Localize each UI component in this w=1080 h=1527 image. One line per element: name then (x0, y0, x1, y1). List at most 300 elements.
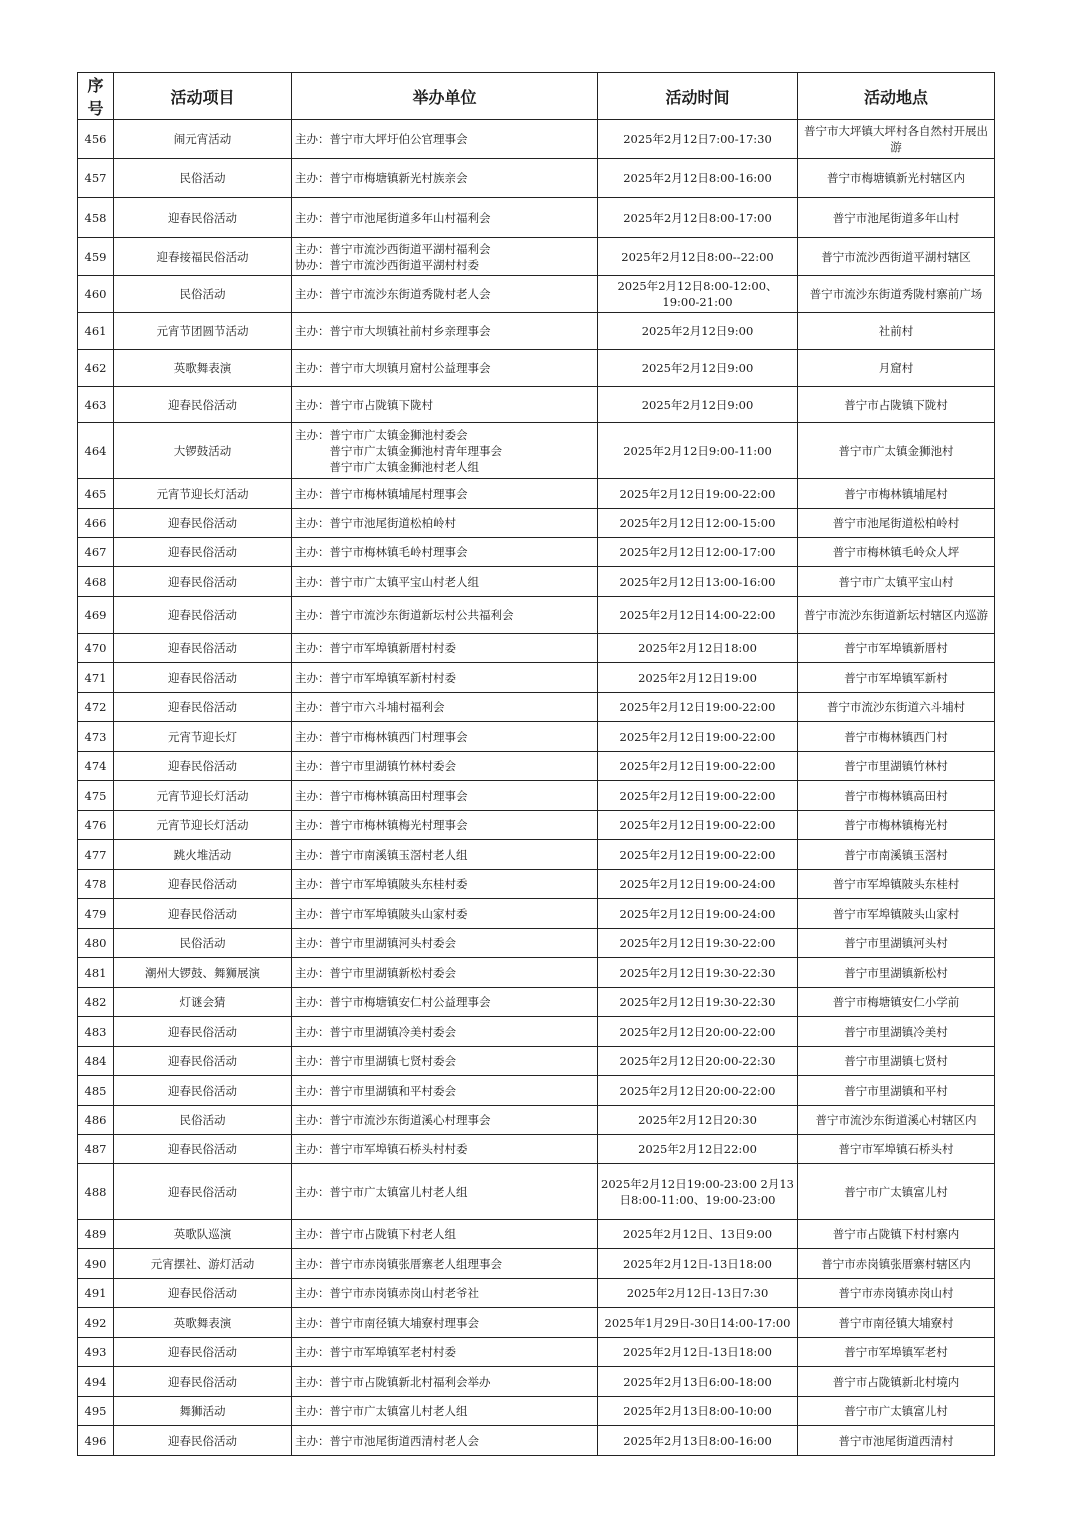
cell-no-text: 464 (84, 443, 107, 458)
cell-place-text: 普宁市池尾街道松柏岭村 (832, 516, 960, 530)
cell-no (78, 929, 114, 958)
cell-org (292, 387, 598, 423)
cell-no-text: 477 (84, 847, 107, 862)
cell-time (598, 663, 798, 693)
cell-item (114, 752, 292, 781)
cell-no (78, 1106, 114, 1135)
cell-time (598, 752, 798, 781)
cell-place (798, 1164, 995, 1220)
cell-place-text: 普宁市广太镇富儿村 (844, 1404, 948, 1418)
cell-item (114, 1426, 292, 1456)
cell-item-text: 迎春民俗活动 (168, 1083, 237, 1098)
org-line: 主办：普宁市军埠镇陂头山家村委 (295, 906, 468, 921)
cell-time-text: 2025年2月12日19:00-24:00 (619, 877, 776, 891)
cell-place-text: 普宁市占陇镇下村村寨内 (832, 1227, 960, 1241)
cell-time-text: 2025年2月12日19:00-22:00 (619, 818, 776, 832)
cell-time-text: 2025年2月12日-13日18:00 (623, 1345, 772, 1359)
cell-no (78, 811, 114, 840)
cell-no (78, 840, 114, 870)
cell-org (292, 899, 598, 929)
cell-place-text: 普宁市梅林镇高田村 (844, 788, 948, 803)
cell-org (292, 1397, 598, 1426)
table-row (78, 538, 995, 567)
cell-item (114, 1076, 292, 1106)
cell-time-text: 2025年2月12日19:00-22:00 (619, 847, 776, 862)
cell-time-text: 2025年2月12日19:00-22:00 (619, 700, 776, 714)
org-line: 主办：普宁市赤岗镇赤岗山村老爷社 (295, 1286, 479, 1300)
cell-time (598, 387, 798, 423)
cell-no (78, 509, 114, 538)
cell-time-text: 2025年2月12日19:00-22:00 (619, 788, 776, 803)
cell-place (798, 1047, 995, 1076)
table-row (78, 597, 995, 634)
cell-no (78, 1076, 114, 1106)
cell-place (798, 1279, 995, 1308)
cell-place-text: 普宁市里湖镇河头村 (844, 936, 948, 950)
table-row (78, 899, 995, 929)
cell-item-text: 迎春民俗活动 (168, 877, 237, 891)
cell-time (598, 1338, 798, 1367)
cell-no (78, 479, 114, 509)
cell-item-text: 迎春民俗活动 (168, 608, 237, 622)
cell-place-text: 普宁市梅林镇西门村 (844, 729, 948, 744)
cell-org (292, 1164, 598, 1220)
cell-item-text: 灯谜会猜 (179, 995, 226, 1009)
cell-time (598, 811, 798, 840)
cell-no-text: 496 (84, 1433, 107, 1448)
cell-org (292, 870, 598, 899)
cell-item-text: 元宵摆社、游灯活动 (150, 1256, 255, 1271)
cell-place-text: 普宁市广太镇富儿村 (844, 1184, 948, 1199)
cell-item-text: 英歌队巡演 (173, 1227, 232, 1241)
cell-time-text: 2025年1月29日-30日14:00-17:00 (604, 1315, 791, 1330)
table-row (78, 752, 995, 781)
cell-item-text: 英歌舞表演 (173, 361, 232, 375)
cell-org (292, 1106, 598, 1135)
table-row (78, 693, 995, 722)
cell-org (292, 198, 598, 238)
org-line: 主办：普宁市梅林镇高田村理事会 (295, 788, 468, 803)
cell-place-text: 普宁市池尾街道多年山村 (832, 210, 960, 225)
cell-place (798, 1338, 995, 1367)
cell-no (78, 1367, 114, 1397)
cell-org (292, 1135, 598, 1164)
cell-no-text: 488 (84, 1184, 107, 1199)
header-place: 活动地点 (798, 73, 995, 120)
cell-time (598, 840, 798, 870)
cell-place-text: 普宁市广太镇金狮池村 (838, 443, 954, 458)
cell-place (798, 1249, 995, 1279)
org-line: 主办：普宁市里湖镇冷美村委会 (295, 1024, 456, 1039)
cell-place (798, 988, 995, 1017)
cell-place (798, 899, 995, 929)
cell-time-text: 2025年2月12日13:00-16:00 (619, 574, 776, 589)
cell-place-text: 普宁市军埠镇石桥头村 (838, 1142, 954, 1156)
cell-place (798, 597, 995, 634)
org-line: 主办：普宁市流沙西街道平湖村福利会 (295, 241, 491, 256)
cell-no-text: 469 (84, 608, 107, 622)
org-line: 普宁市广太镇金狮池村老人组 (295, 459, 479, 474)
org-line: 主办：普宁市大坝镇月窟村公益理事会 (295, 361, 491, 375)
table-row (78, 198, 995, 238)
cell-item (114, 929, 292, 958)
cell-no (78, 634, 114, 663)
cell-item (114, 1106, 292, 1135)
cell-place-text: 普宁市梅塘镇安仁小学前 (832, 995, 960, 1009)
cell-place-text: 普宁市池尾街道西清村 (838, 1433, 954, 1448)
cell-item-text: 民俗活动 (179, 936, 226, 950)
cell-org (292, 1426, 598, 1456)
cell-item (114, 597, 292, 634)
cell-item (114, 120, 292, 159)
cell-time (598, 870, 798, 899)
cell-item (114, 1397, 292, 1426)
cell-place-text: 普宁市里湖镇冷美村 (844, 1024, 948, 1039)
cell-org (292, 597, 598, 634)
cell-org (292, 238, 598, 276)
cell-time (598, 238, 798, 276)
cell-org (292, 634, 598, 663)
cell-no-text: 490 (84, 1256, 107, 1271)
cell-no-text: 482 (84, 995, 107, 1009)
table-row (78, 1047, 995, 1076)
cell-place-text: 普宁市流沙东街道新坛村辖区内巡游 (804, 608, 988, 622)
org-line: 主办：普宁市里湖镇河头村委会 (295, 936, 456, 950)
cell-no (78, 1220, 114, 1249)
table-row (78, 1367, 995, 1397)
cell-time (598, 1076, 798, 1106)
cell-item (114, 1279, 292, 1308)
table-row (78, 567, 995, 597)
cell-item-text: 迎春接福民俗活动 (156, 249, 249, 264)
cell-item (114, 840, 292, 870)
cell-place-text: 普宁市赤岗镇张厝寨村辖区内 (821, 1256, 971, 1271)
org-line: 主办：普宁市梅塘镇新光村族亲会 (295, 171, 468, 185)
cell-place-text: 普宁市军埠镇陂头山家村 (832, 906, 960, 921)
cell-item-text: 迎春民俗活动 (168, 1374, 237, 1389)
cell-time (598, 198, 798, 238)
cell-item-text: 迎春民俗活动 (168, 1024, 237, 1039)
cell-no (78, 1135, 114, 1164)
cell-place-text: 社前村 (878, 324, 914, 338)
cell-time (598, 479, 798, 509)
cell-place (798, 159, 995, 198)
cell-no-text: 466 (84, 516, 107, 530)
cell-time-text: 2025年2月12日20:30 (638, 1113, 757, 1127)
cell-item (114, 509, 292, 538)
cell-time-text: 2025年2月12日8:00-17:00 (623, 210, 772, 225)
org-line: 主办：普宁市六斗埔村福利会 (295, 700, 445, 714)
cell-place-text: 普宁市南径镇大埔寮村 (838, 1315, 954, 1330)
cell-org (292, 1308, 598, 1338)
cell-place-text: 普宁市军埠镇新厝村 (844, 641, 948, 655)
cell-place-text: 普宁市南溪镇玉滘村 (844, 847, 948, 862)
org-line: 主办：普宁市占陇镇下陇村 (295, 397, 433, 412)
cell-time (598, 781, 798, 811)
cell-place (798, 567, 995, 597)
table-row (78, 1279, 995, 1308)
cell-item-text: 迎春民俗活动 (168, 1142, 237, 1156)
cell-time (598, 276, 798, 313)
cell-place-text: 普宁市里湖镇和平村 (844, 1083, 948, 1098)
cell-item-text: 元宵节迎长灯活动 (156, 486, 249, 501)
cell-item (114, 313, 292, 350)
cell-org (292, 479, 598, 509)
cell-item-text: 民俗活动 (179, 287, 226, 301)
cell-no-text: 494 (84, 1374, 107, 1389)
cell-place (798, 870, 995, 899)
cell-no-text: 484 (84, 1054, 107, 1068)
cell-no (78, 387, 114, 423)
cell-no (78, 663, 114, 693)
cell-item (114, 870, 292, 899)
cell-place-text: 月窟村 (878, 361, 914, 375)
cell-place (798, 238, 995, 276)
cell-place (798, 958, 995, 988)
cell-time-text: 2025年2月12日19:00-22:00 (619, 486, 776, 501)
cell-time (598, 538, 798, 567)
org-line: 主办：普宁市里湖镇和平村委会 (295, 1083, 456, 1098)
cell-place-text: 普宁市流沙西街道平湖村辖区 (821, 249, 971, 264)
table-row (78, 313, 995, 350)
org-line: 主办：普宁市赤岗镇张厝寨老人组理事会 (295, 1256, 502, 1271)
cell-item-text: 元宵节迎长灯活动 (156, 788, 249, 803)
table-row (78, 350, 995, 387)
table-row (78, 1338, 995, 1367)
table-row (78, 120, 995, 159)
cell-time-text: 2025年2月12日-13日7:30 (626, 1286, 769, 1300)
cell-place (798, 1367, 995, 1397)
cell-no-text: 468 (84, 574, 107, 589)
org-line: 主办：普宁市南溪镇玉滘村老人组 (295, 847, 468, 862)
cell-place-text: 普宁市梅林镇梅光村 (844, 818, 948, 832)
cell-place-text: 普宁市流沙东街道溪心村辖区内 (815, 1113, 977, 1127)
cell-no (78, 538, 114, 567)
cell-place (798, 693, 995, 722)
cell-time (598, 423, 798, 479)
cell-item-text: 迎春民俗活动 (168, 641, 237, 655)
cell-item-text: 元宵节迎长灯 (168, 729, 237, 744)
cell-place-text: 普宁市里湖镇七贤村 (844, 1054, 948, 1068)
cell-time (598, 1017, 798, 1047)
cell-org (292, 663, 598, 693)
cell-time (598, 1047, 798, 1076)
cell-item (114, 1220, 292, 1249)
cell-org (292, 840, 598, 870)
cell-place (798, 929, 995, 958)
cell-place (798, 198, 995, 238)
cell-place (798, 811, 995, 840)
cell-item (114, 1367, 292, 1397)
cell-no (78, 597, 114, 634)
cell-org (292, 1017, 598, 1047)
cell-item (114, 693, 292, 722)
cell-time-text: 2025年2月12日9:00 (641, 397, 754, 412)
cell-no (78, 238, 114, 276)
schedule-table (77, 72, 995, 1456)
cell-time-text: 2025年2月12日19:30-22:30 (619, 995, 776, 1009)
cell-item-text: 大锣鼓活动 (173, 443, 232, 458)
cell-item-text: 迎春民俗活动 (168, 1286, 237, 1300)
cell-place (798, 663, 995, 693)
cell-item-text: 迎春民俗活动 (168, 700, 237, 714)
cell-place (798, 276, 995, 313)
cell-no-text: 492 (84, 1315, 107, 1330)
cell-no-text: 481 (84, 965, 107, 980)
cell-place-text: 普宁市流沙东街道六斗埔村 (827, 700, 965, 714)
cell-item-text: 民俗活动 (179, 1113, 226, 1127)
org-line: 主办：普宁市梅林镇埔尾村理事会 (295, 486, 468, 501)
table-row (78, 929, 995, 958)
cell-item-text: 迎春民俗活动 (168, 516, 237, 530)
cell-item (114, 276, 292, 313)
table-row (78, 781, 995, 811)
cell-time (598, 1249, 798, 1279)
cell-time (598, 1106, 798, 1135)
cell-item-text: 迎春民俗活动 (168, 759, 237, 773)
cell-time (598, 120, 798, 159)
cell-no-text: 491 (84, 1286, 107, 1300)
org-line: 主办：普宁市梅林镇毛岭村理事会 (295, 545, 468, 559)
cell-time (598, 1220, 798, 1249)
cell-item-text: 迎春民俗活动 (168, 1184, 237, 1199)
cell-time (598, 313, 798, 350)
cell-item (114, 1338, 292, 1367)
cell-time (598, 899, 798, 929)
cell-no-text: 474 (84, 759, 107, 773)
cell-item-text: 闹元宵活动 (173, 132, 232, 146)
org-line: 主办：普宁市池尾街道多年山村福利会 (295, 210, 491, 225)
cell-time (598, 1426, 798, 1456)
cell-item-text: 元宵节迎长灯活动 (156, 818, 249, 832)
table-row (78, 870, 995, 899)
cell-item (114, 1017, 292, 1047)
cell-no (78, 693, 114, 722)
org-line: 主办：普宁市大坪圩伯公官理事会 (295, 132, 468, 146)
table-body (78, 120, 995, 1456)
org-line: 主办：普宁市广太镇富儿村老人组 (295, 1184, 468, 1199)
cell-time (598, 567, 798, 597)
table-row (78, 1249, 995, 1279)
cell-org (292, 693, 598, 722)
org-line: 协办：普宁市流沙西街道平湖村村委 (295, 257, 479, 272)
cell-no-text: 462 (84, 361, 107, 375)
cell-no-text: 461 (84, 324, 107, 338)
cell-no (78, 1308, 114, 1338)
org-line: 主办：普宁市流沙东街道溪心村理事会 (295, 1113, 491, 1127)
table-row (78, 1397, 995, 1426)
cell-org (292, 1338, 598, 1367)
cell-no-text: 480 (84, 936, 107, 950)
cell-time-text: 2025年2月12日9:00-11:00 (623, 443, 772, 458)
cell-place (798, 1017, 995, 1047)
cell-no (78, 198, 114, 238)
cell-org (292, 567, 598, 597)
org-line: 主办：普宁市流沙东街道新坛村公共福利会 (295, 608, 514, 622)
table-row (78, 722, 995, 752)
cell-no-text: 486 (84, 1113, 107, 1127)
cell-place-text: 普宁市占陇镇下陇村 (844, 397, 948, 412)
cell-time-text: 2025年2月12日、13日9:00 (622, 1227, 773, 1241)
cell-time-text: 2025年2月12日20:00-22:30 (619, 1054, 776, 1068)
cell-org (292, 313, 598, 350)
table-row (78, 1308, 995, 1338)
cell-item-text: 迎春民俗活动 (168, 906, 237, 921)
cell-no-text: 483 (84, 1024, 107, 1039)
cell-item (114, 567, 292, 597)
cell-no (78, 159, 114, 198)
header-no: 序号 (78, 73, 114, 120)
cell-place-text: 普宁市里湖镇竹林村 (844, 759, 948, 773)
table-row (78, 1164, 995, 1220)
cell-org (292, 958, 598, 988)
org-line: 主办：普宁市军埠镇陂头东桂村委 (295, 877, 468, 891)
cell-item (114, 1164, 292, 1220)
org-line: 主办：普宁市军埠镇军老村村委 (295, 1345, 456, 1359)
table-row (78, 988, 995, 1017)
cell-item (114, 811, 292, 840)
cell-org (292, 929, 598, 958)
cell-time (598, 509, 798, 538)
cell-time-text: 2025年2月12日14:00-22:00 (619, 608, 776, 622)
cell-place-text: 普宁市梅林镇埔尾村 (844, 486, 948, 501)
cell-time-text: 2025年2月12日20:00-22:00 (619, 1024, 776, 1039)
cell-item-text: 民俗活动 (179, 171, 226, 185)
cell-place-text: 普宁市里湖镇新松村 (844, 965, 948, 980)
cell-place (798, 1308, 995, 1338)
cell-org (292, 538, 598, 567)
header-time: 活动时间 (598, 73, 798, 120)
table-row (78, 663, 995, 693)
cell-time (598, 597, 798, 634)
cell-no-text: 460 (84, 287, 107, 301)
cell-no (78, 313, 114, 350)
cell-no (78, 350, 114, 387)
org-line: 主办：普宁市梅林镇梅光村理事会 (295, 818, 468, 832)
table-row (78, 159, 995, 198)
cell-no (78, 1017, 114, 1047)
cell-time-text: 2025年2月13日8:00-16:00 (623, 1433, 772, 1448)
cell-place (798, 509, 995, 538)
cell-item-text: 元宵节团圆节活动 (156, 324, 249, 338)
cell-time-text: 2025年2月12日19:00-23:00 2月13日8:00-11:00、19:00-23:00 (601, 1176, 794, 1207)
table-row (78, 1106, 995, 1135)
cell-item (114, 423, 292, 479)
table-row (78, 1017, 995, 1047)
table-row (78, 387, 995, 423)
cell-place (798, 1220, 995, 1249)
cell-org (292, 276, 598, 313)
cell-place (798, 1135, 995, 1164)
cell-place (798, 423, 995, 479)
org-line: 主办：普宁市占陇镇下村老人组 (295, 1227, 456, 1241)
cell-item (114, 1047, 292, 1076)
cell-no (78, 1249, 114, 1279)
cell-item (114, 479, 292, 509)
cell-no (78, 1279, 114, 1308)
header-item: 活动项目 (114, 73, 292, 120)
table-row (78, 1426, 995, 1456)
cell-no-text: 463 (84, 397, 107, 412)
cell-time-text: 2025年2月12日19:00 (638, 670, 757, 685)
org-line: 主办：普宁市里湖镇新松村委会 (295, 965, 456, 980)
cell-item (114, 350, 292, 387)
cell-item (114, 1249, 292, 1279)
cell-time (598, 1367, 798, 1397)
table-row (78, 1076, 995, 1106)
cell-time (598, 929, 798, 958)
cell-time-text: 2025年2月12日9:00 (641, 361, 754, 375)
